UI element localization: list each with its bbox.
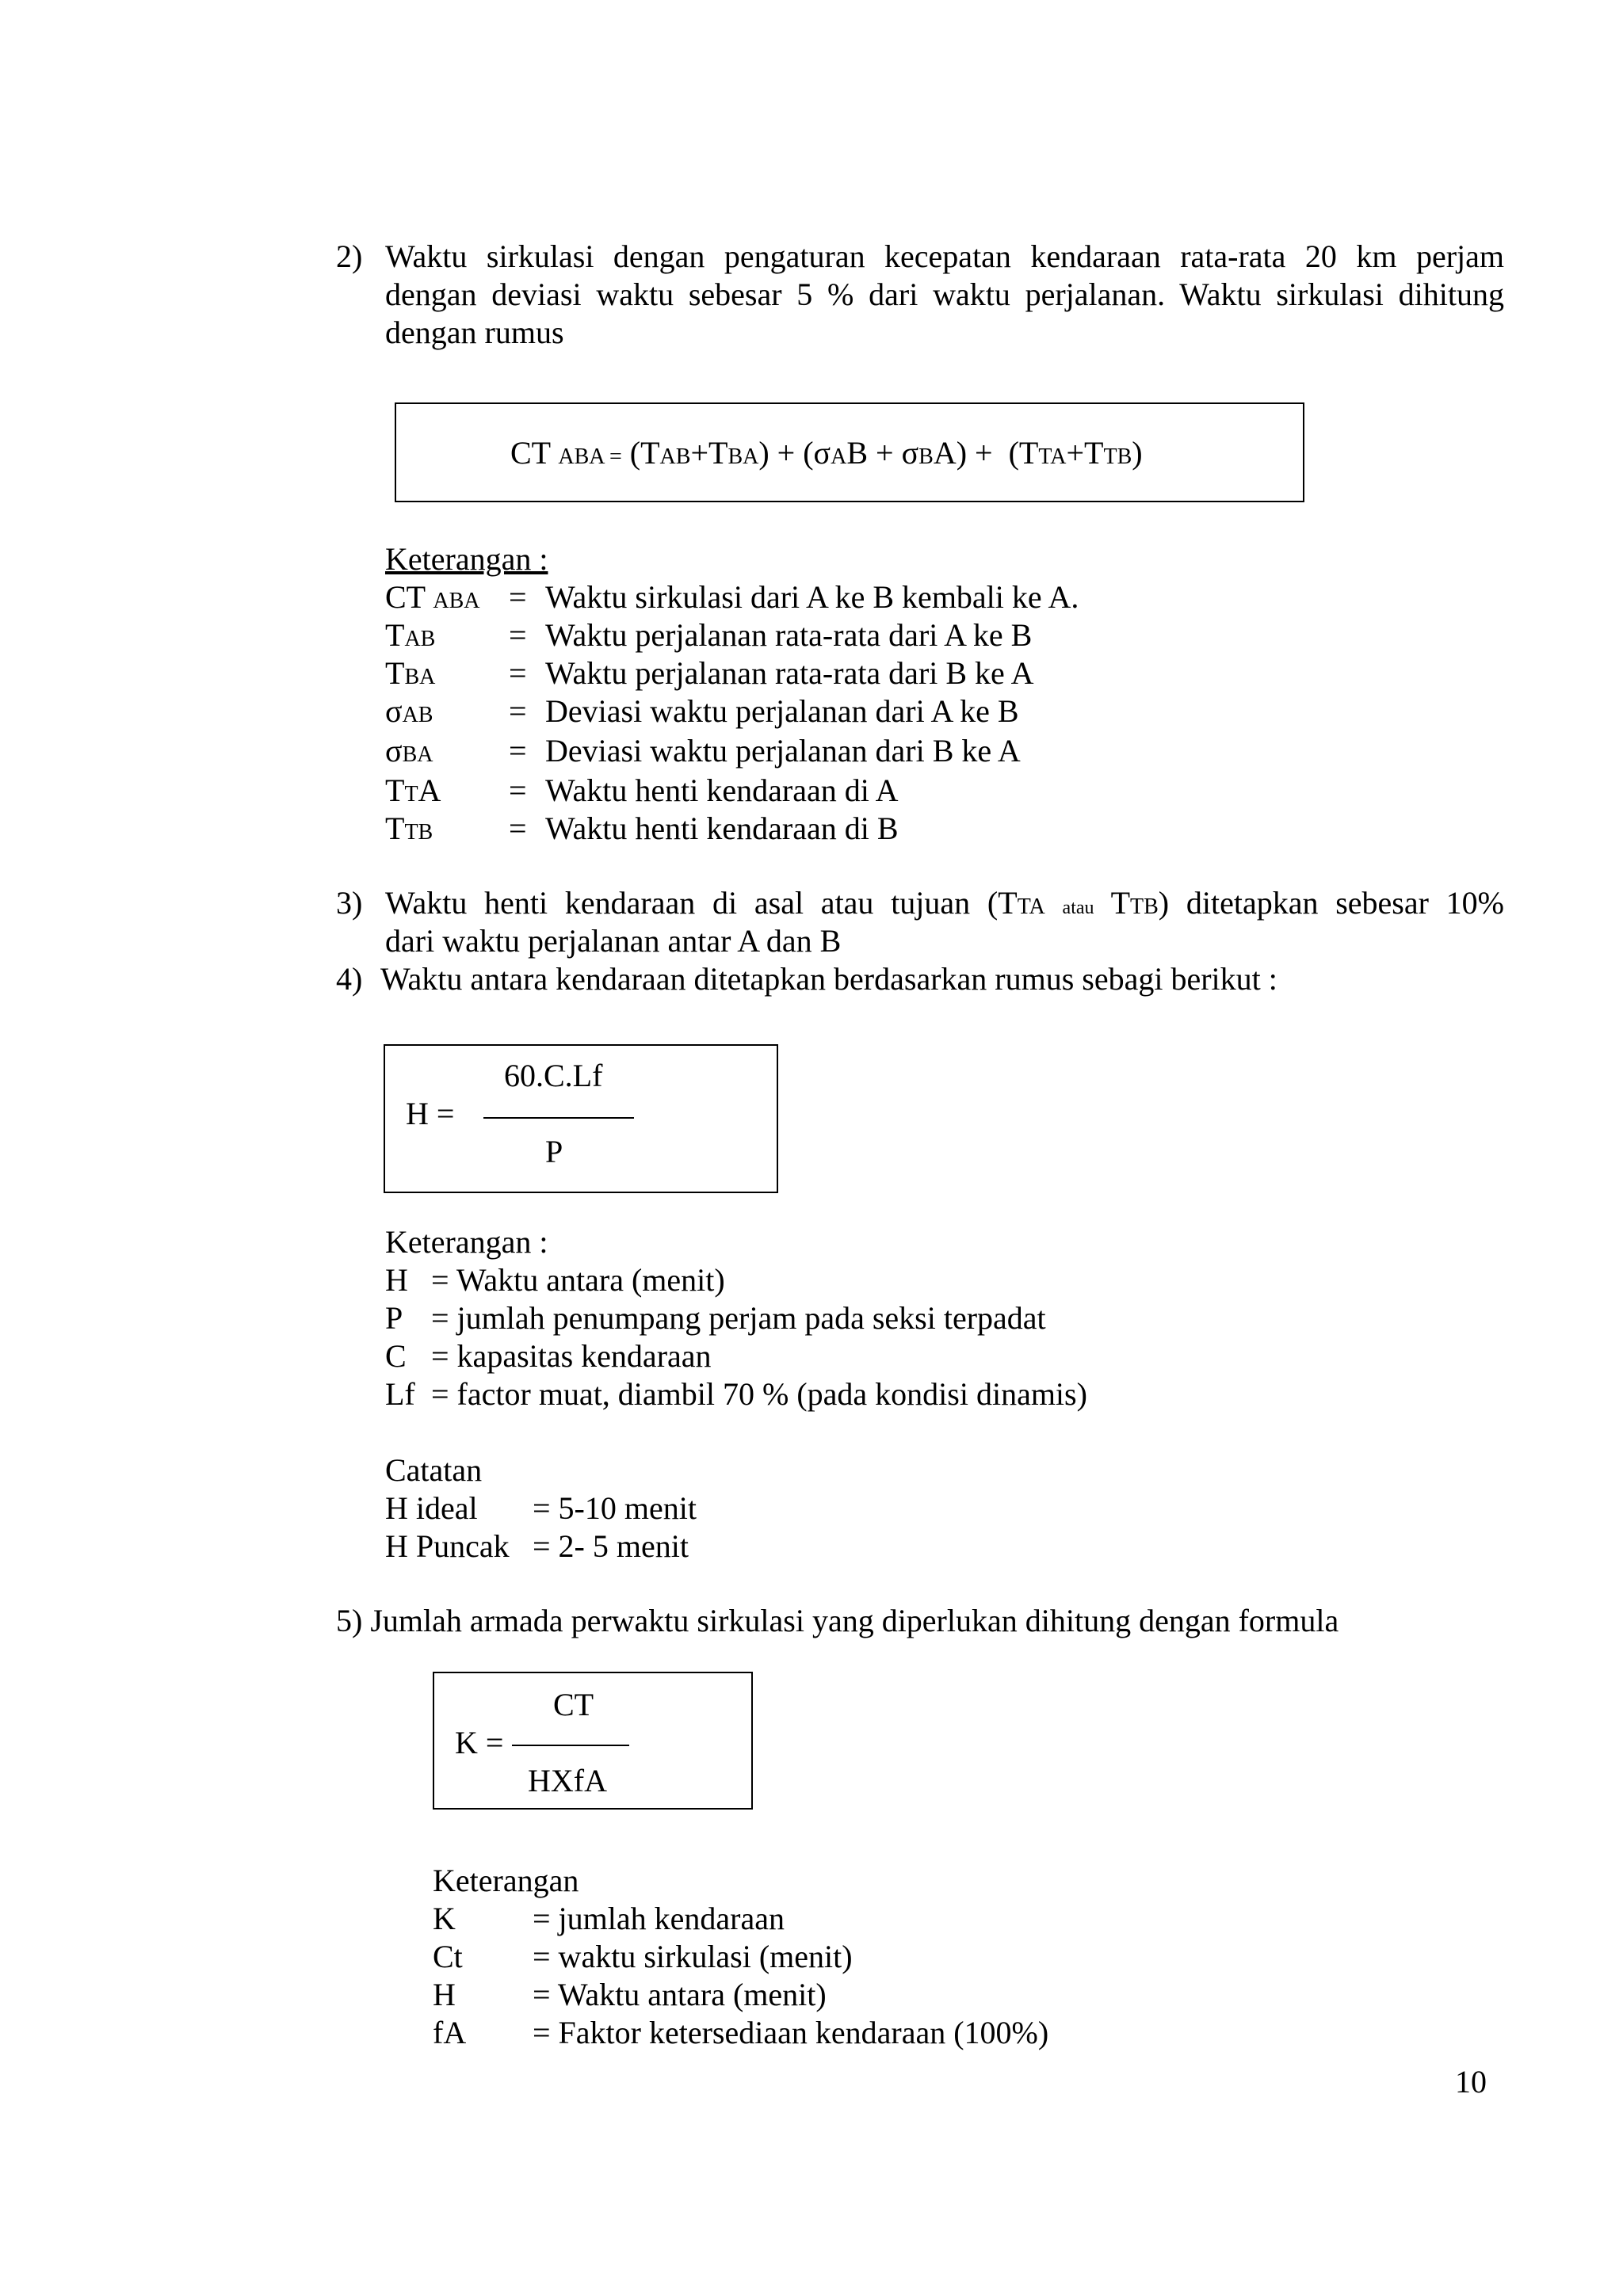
def-description: Waktu sirkulasi dari A ke B kembali ke A. (545, 579, 1079, 615)
fleet-fraction-bar (512, 1745, 629, 1746)
def-symbol: P (385, 1300, 403, 1336)
def-symbol: TBA (385, 655, 436, 691)
def-symbol: Lf (385, 1376, 415, 1412)
item-2-line-2: dengan deviasi waktu sebesar 5 % dari waktu perjalanan. Waktu sirkulasi dihitung (385, 277, 1504, 312)
def-symbol: C (385, 1338, 407, 1374)
def-symbol: TTB (385, 810, 433, 846)
def-description: = kapasitas kendaraan (431, 1338, 712, 1374)
page-number: 10 (1455, 2064, 1487, 2100)
def-equals: = (509, 810, 527, 846)
def-description: Waktu henti kendaraan di A (545, 772, 899, 808)
catatan-label: H Puncak (385, 1528, 510, 1564)
def-equals: = (509, 617, 527, 653)
def-equals: = (509, 772, 527, 808)
item-4-line-1: Waktu antara kendaraan ditetapkan berdasarkan rumus sebagi berikut : (380, 961, 1277, 997)
item-5-keterangan-title: Keterangan (433, 1863, 579, 1898)
def-description: = Waktu antara (menit) (533, 1977, 827, 2012)
def-symbol: TTA (385, 772, 441, 808)
def-symbol: σBA (385, 733, 433, 769)
catatan-value: = 5-10 menit (533, 1490, 697, 1526)
fleet-formula-numerator: CT (553, 1687, 594, 1722)
def-symbol: H (433, 1977, 456, 2012)
headway-fraction-bar (483, 1117, 634, 1119)
def-symbol: H (385, 1262, 408, 1298)
catatan-title: Catatan (385, 1452, 483, 1488)
def-symbol: Ct (433, 1939, 463, 1974)
fleet-formula-lhs: K = (455, 1725, 504, 1760)
catatan-label: H ideal (385, 1490, 478, 1526)
item-2-keterangan-title: Keterangan : (385, 541, 548, 577)
item-3-number: 3) (336, 885, 363, 921)
headway-formula-denominator: P (545, 1134, 563, 1169)
def-description: Deviasi waktu perjalanan dari B ke A (545, 733, 1021, 769)
def-description: = jumlah kendaraan (533, 1901, 785, 1936)
item-2-line-1: Waktu sirkulasi dengan pengaturan kecepatan kendaraan rata-rata 20 km perjam (385, 238, 1504, 274)
item-4-number: 4) (336, 961, 363, 997)
def-symbol: CT ABA (385, 579, 480, 615)
headway-formula-box (384, 1044, 778, 1193)
circulation-formula: CT ABA = (TAB+TBA) + (σAB + σBA) + (TTA+TTB) (510, 435, 1143, 471)
def-description: = Faktor ketersediaan kendaraan (100%) (533, 2015, 1049, 2050)
def-symbol: TAB (385, 617, 436, 653)
def-equals: = (509, 693, 527, 729)
def-description: = jumlah penumpang perjam pada seksi terpadat (431, 1300, 1046, 1336)
item-2-line-3: dengan rumus (385, 315, 564, 350)
fleet-formula-denominator: HXfA (528, 1763, 607, 1798)
headway-formula-numerator: 60.C.Lf (504, 1058, 603, 1093)
def-equals: = (509, 579, 527, 615)
def-description: Waktu perjalanan rata-rata dari A ke B (545, 617, 1033, 653)
def-description: Waktu henti kendaraan di B (545, 810, 899, 846)
circulation-formula-box (395, 402, 1304, 502)
item-4-keterangan-title: Keterangan : (385, 1224, 548, 1260)
def-symbol: fA (433, 2015, 467, 2050)
item-3-line-2: dari waktu perjalanan antar A dan B (385, 923, 842, 959)
def-description: = waktu sirkulasi (menit) (533, 1939, 853, 1974)
def-symbol: σAB (385, 693, 433, 729)
headway-formula-lhs: H = (406, 1096, 455, 1131)
item-5-line-1: 5) Jumlah armada perwaktu sirkulasi yang diperlukan dihitung dengan formula (336, 1603, 1339, 1638)
def-equals: = (509, 655, 527, 691)
catatan-value: = 2- 5 menit (533, 1528, 689, 1564)
item-3-line-1: Waktu henti kendaraan di asal atau tujuan (TTA atau TTB) ditetapkan sebesar 10% (385, 885, 1505, 921)
item-2-number: 2) (336, 238, 363, 274)
def-description: Deviasi waktu perjalanan dari A ke B (545, 693, 1019, 729)
def-description: = Waktu antara (menit) (431, 1262, 725, 1298)
def-symbol: K (433, 1901, 456, 1936)
def-description: Waktu perjalanan rata-rata dari B ke A (545, 655, 1034, 691)
def-description: = factor muat, diambil 70 % (pada kondisi dinamis) (431, 1376, 1087, 1412)
fleet-formula-box (433, 1672, 753, 1810)
def-equals: = (509, 733, 527, 769)
